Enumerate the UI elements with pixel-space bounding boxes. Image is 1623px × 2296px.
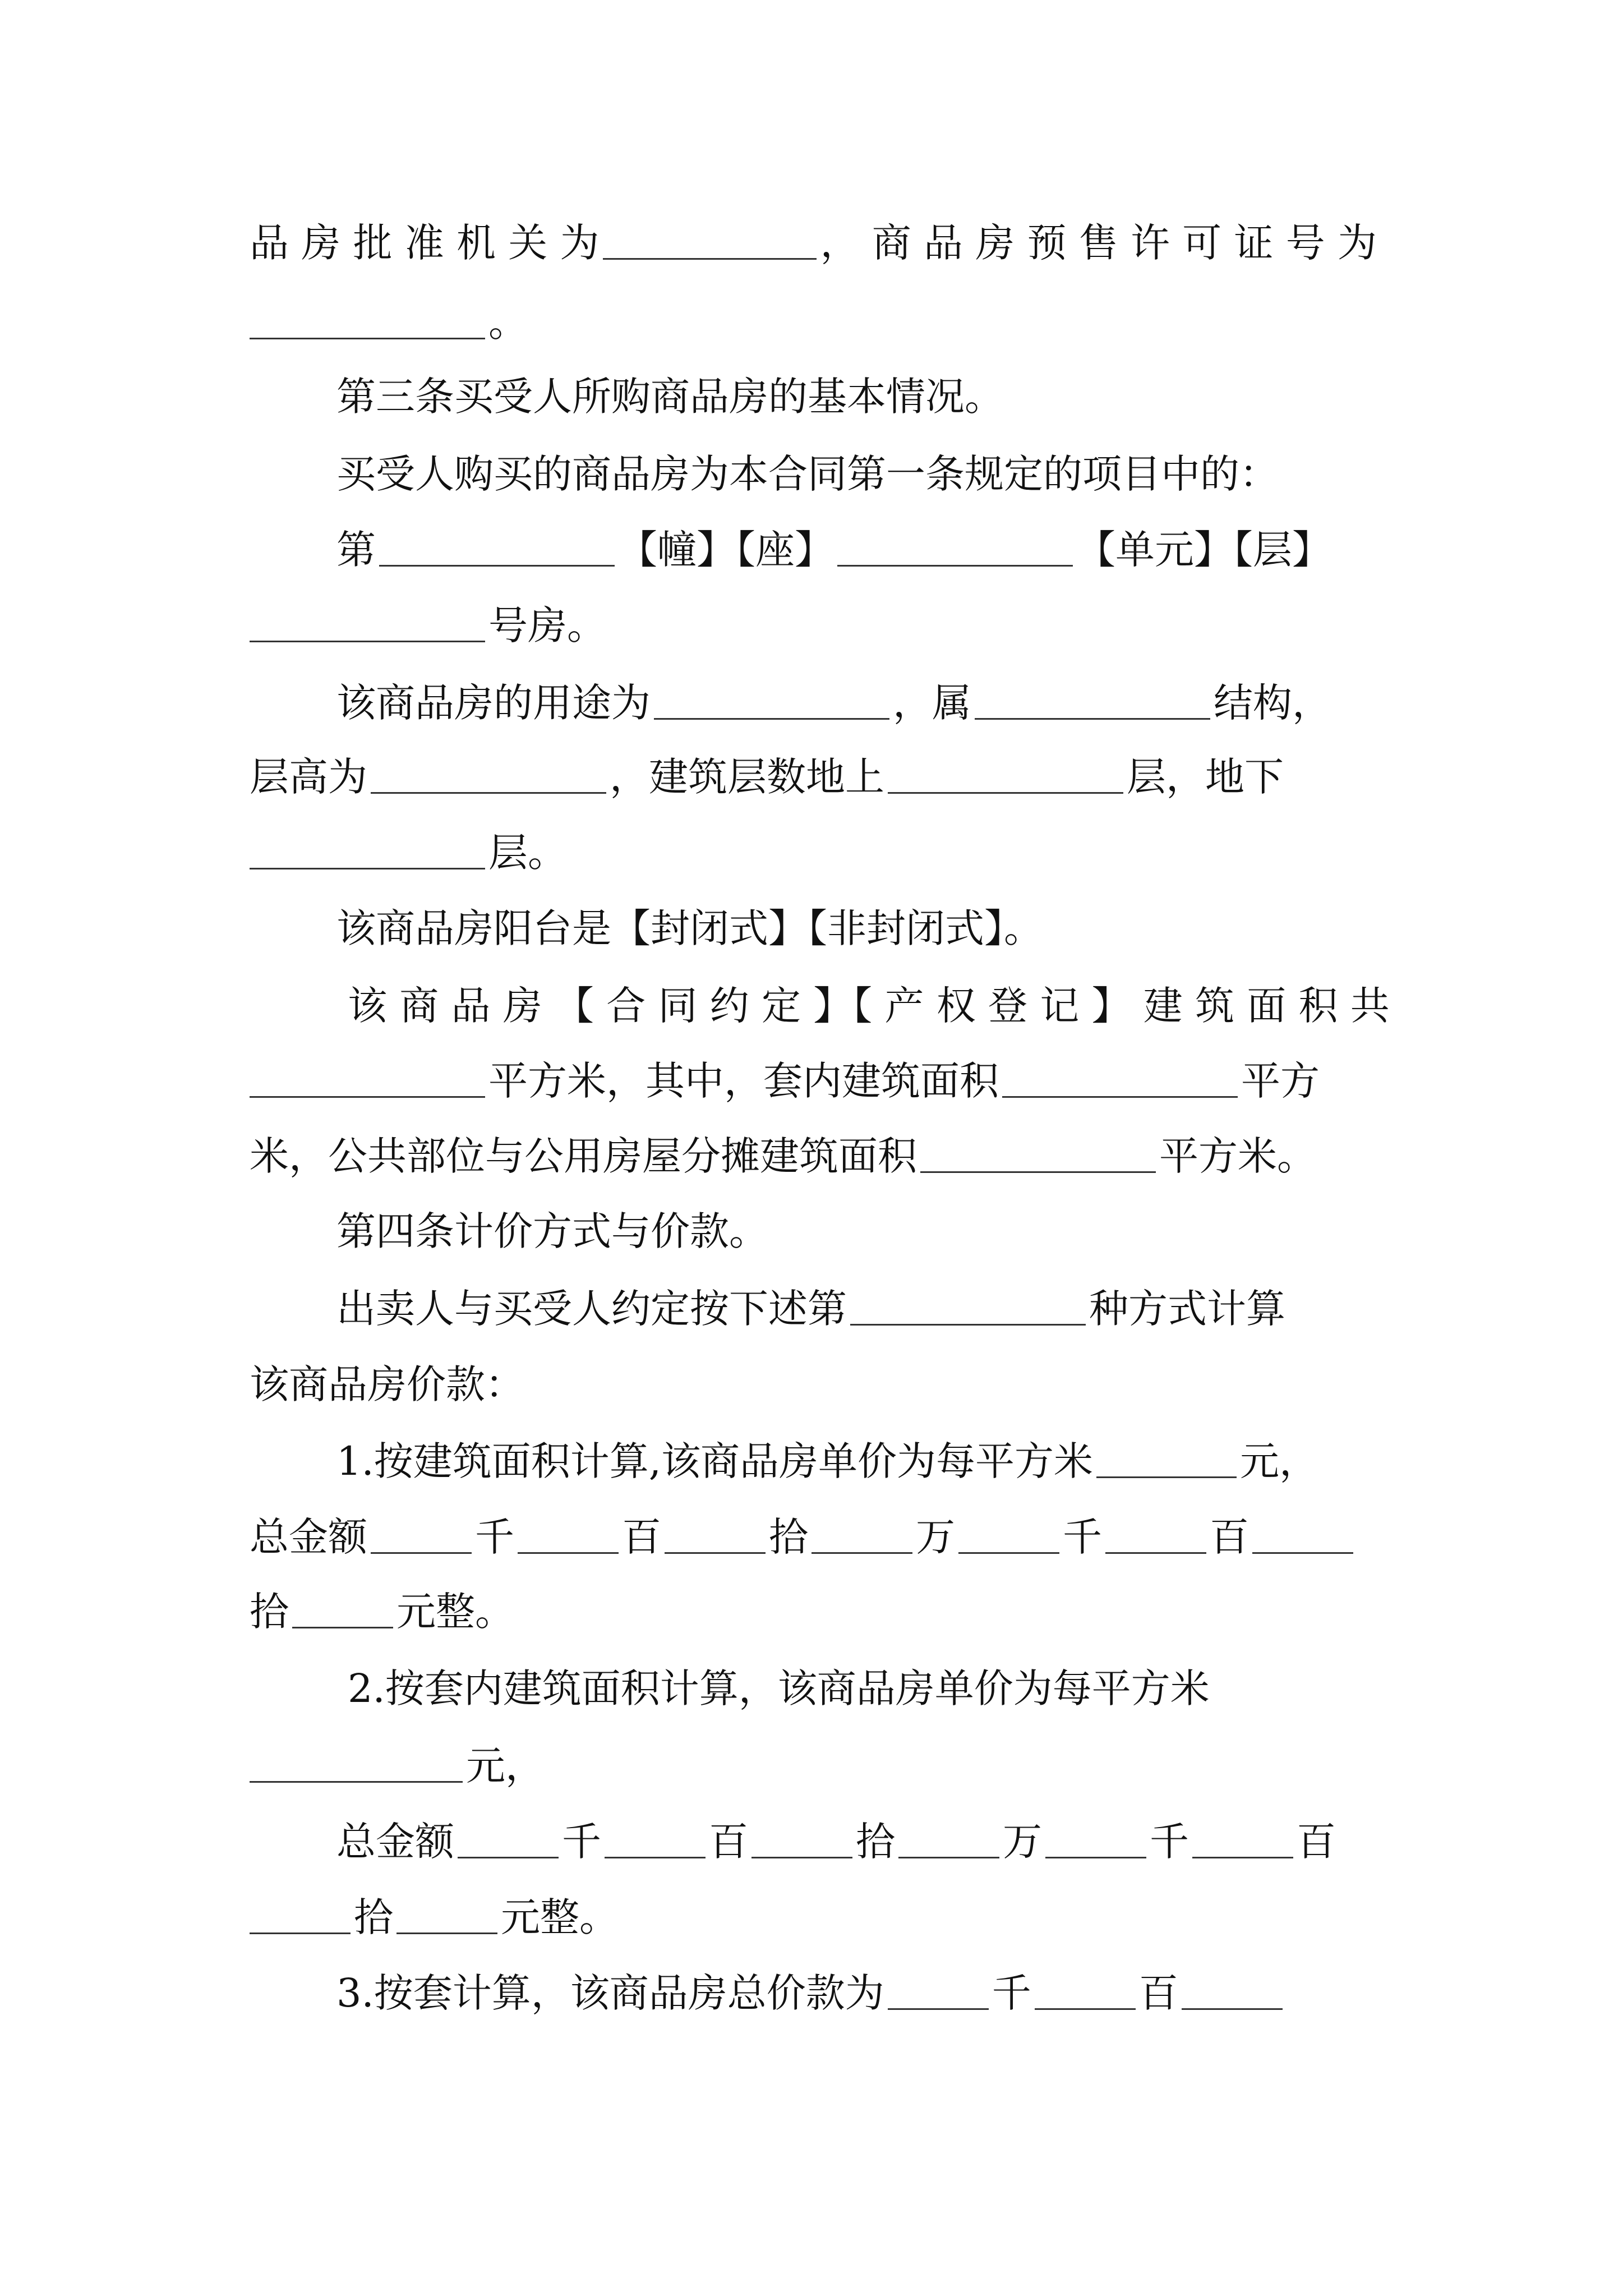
line-method-2 — [348, 1658, 1377, 1719]
blank-total-1-a[interactable] — [371, 1550, 472, 1554]
line-method-2-price — [250, 1735, 1377, 1797]
text-building-seat: 【幢】【座】 — [618, 527, 834, 573]
text-method-3: 3.按套计算，该商品房总价款为 — [336, 1970, 884, 2016]
line-method-3 — [336, 1962, 1377, 2024]
line-balcony — [336, 898, 1377, 959]
text-period: 。 — [488, 300, 528, 346]
blank-total-1-f[interactable] — [1105, 1550, 1206, 1554]
line-article-3-title — [336, 366, 1377, 427]
text-room: 号房。 — [488, 602, 606, 648]
text-qian-1b: 千 — [1063, 1514, 1102, 1560]
blank-unit-price-1[interactable] — [1096, 1474, 1237, 1478]
text-yuan-1: 元， — [1240, 1438, 1319, 1484]
text-yuan-zheng-2: 元整。 — [501, 1894, 619, 1940]
text-balcony: 该商品房阳台是【封闭式】【非封闭式】。 — [336, 905, 1043, 951]
text-sqm: 平方米。 — [1159, 1133, 1316, 1179]
text-sqm-partial: 平方 — [1241, 1058, 1320, 1104]
blank-pricing-method[interactable] — [850, 1322, 1086, 1326]
blank-total-2-b[interactable] — [605, 1855, 706, 1858]
line-total-1-end — [250, 1581, 1377, 1642]
blank-unit-price-2[interactable] — [250, 1779, 463, 1783]
text-method-2: 2.按套内建筑面积计算，该商品房单价为每平方米 — [348, 1665, 1210, 1711]
purchase-intro-text: 买受人购买的商品房为本合同第一条规定的项目中的： — [336, 451, 1279, 497]
blank-total-1-c[interactable] — [665, 1550, 766, 1554]
text-unit-floor: 【单元】【层】 — [1076, 527, 1331, 573]
blank-usage[interactable] — [654, 716, 889, 720]
text-bai-3: 百 — [1138, 1970, 1178, 2016]
text-yuan-zheng-1: 元整。 — [396, 1589, 514, 1635]
line-total-2-end — [250, 1887, 1377, 1948]
blank-building[interactable] — [379, 563, 615, 567]
line-usage-structure — [336, 672, 1377, 734]
text-qian-2: 千 — [562, 1819, 601, 1865]
text-shi-2: 拾 — [856, 1819, 895, 1865]
text-bai-1: 百 — [622, 1514, 661, 1560]
blank-total-2-f[interactable] — [1192, 1855, 1293, 1858]
text-total-1: 总金额 — [250, 1514, 367, 1560]
text-bai-1b: 百 — [1210, 1514, 1249, 1560]
line-shared-area — [250, 1125, 1377, 1187]
blank-total-3-b[interactable] — [1035, 2006, 1136, 2010]
blank-structure[interactable] — [975, 716, 1210, 720]
text-shi-1: 拾 — [769, 1514, 808, 1560]
text-floor-height: 层高为 — [250, 754, 367, 800]
text-qian-3: 千 — [992, 1970, 1031, 2016]
blank-shared-area[interactable] — [920, 1169, 1156, 1173]
blank-floors-above[interactable] — [888, 790, 1123, 794]
text-belongs: ，属 — [893, 680, 971, 726]
line-article-4-title — [336, 1200, 1377, 1262]
text-shared-area: 米，公共部位与公用房屋分摊建筑面积 — [250, 1133, 917, 1179]
text-yuan-2: 元， — [466, 1743, 545, 1789]
text-area-basis: 该 商 品 房 【 合 同 约 定 】【 产 权 登 记 】 建 筑 面 积 共 — [348, 983, 1390, 1029]
text-approval-authority: 品 房 批 准 机 关 为 — [250, 220, 600, 266]
blank-gross-area[interactable] — [250, 1094, 485, 1098]
line-method-1 — [336, 1430, 1377, 1492]
blank-total-2-a[interactable] — [458, 1855, 559, 1858]
line-room-number — [250, 595, 1377, 656]
text-floors-above: ，建筑层数地上 — [610, 754, 884, 800]
blank-approval-authority[interactable] — [603, 256, 817, 260]
text-pricing-method: 出卖人与买受人约定按下述第 — [336, 1286, 847, 1332]
text-floor-unit: 层。 — [488, 830, 567, 876]
blank-unit[interactable] — [837, 563, 1073, 567]
article-3-heading: 第三条买受人所购商品房的基本情况。 — [336, 374, 1004, 420]
line-total-1 — [250, 1506, 1377, 1568]
text-presale-permit: ， 商 品 房 预 售 许 可 证 号 为 — [820, 220, 1377, 266]
blank-floor-height[interactable] — [371, 790, 606, 794]
text-method-1: 1.按建筑面积计算,该商品房单价为每平方米 — [336, 1438, 1094, 1484]
blank-total-1-h[interactable] — [292, 1625, 393, 1628]
text-floors-below: 层，地下 — [1127, 754, 1284, 800]
line-gross-area — [250, 1050, 1377, 1112]
blank-room-number[interactable] — [250, 638, 485, 642]
text-shi-2b: 拾 — [354, 1894, 393, 1940]
text-usage: 该商品房的用途为 — [336, 680, 651, 726]
text-total-2: 总金额 — [336, 1819, 454, 1865]
blank-total-2-h[interactable] — [396, 1930, 497, 1934]
blank-floors-below[interactable] — [250, 866, 485, 869]
line-floor-height — [250, 746, 1377, 808]
blank-total-3-c[interactable] — [1182, 2006, 1283, 2010]
line-floors-below — [250, 822, 1377, 884]
line-purchase-intro — [336, 443, 1377, 505]
line-approval-authority — [250, 212, 1377, 274]
blank-total-1-b[interactable] — [518, 1550, 619, 1554]
text-price-label: 该商品房价款： — [250, 1361, 524, 1407]
article-4-heading: 第四条计价方式与价款。 — [336, 1208, 768, 1254]
blank-total-3-a[interactable] — [888, 2006, 989, 2010]
blank-total-1-e[interactable] — [958, 1550, 1059, 1554]
blank-total-2-e[interactable] — [1045, 1855, 1146, 1858]
text-di: 第 — [336, 527, 376, 573]
text-method-calc: 种方式计算 — [1089, 1286, 1285, 1332]
line-building-unit — [336, 519, 1377, 581]
blank-total-2-d[interactable] — [898, 1855, 999, 1858]
line-permit-number — [250, 292, 1377, 353]
text-structure: 结构， — [1214, 680, 1331, 726]
text-shi-1b: 拾 — [250, 1589, 289, 1635]
line-pricing-method — [336, 1278, 1377, 1340]
text-bai-2: 百 — [709, 1819, 748, 1865]
text-bai-2b: 百 — [1297, 1819, 1336, 1865]
text-inner-area: 平方米，其中，套内建筑面积 — [488, 1058, 999, 1104]
text-wan-1: 万 — [916, 1514, 955, 1560]
blank-total-2-g[interactable] — [250, 1930, 351, 1934]
text-wan-2: 万 — [1003, 1819, 1042, 1865]
blank-inner-area[interactable] — [1002, 1094, 1238, 1098]
blank-total-1-g[interactable] — [1252, 1550, 1353, 1554]
line-area-basis — [348, 975, 1390, 1037]
blank-permit-number[interactable] — [250, 335, 485, 339]
line-price-label — [250, 1354, 1377, 1415]
blank-total-1-d[interactable] — [811, 1550, 912, 1554]
text-qian-1: 千 — [475, 1514, 514, 1560]
line-total-2 — [336, 1811, 1377, 1872]
blank-total-2-c[interactable] — [751, 1855, 852, 1858]
text-qian-2b: 千 — [1150, 1819, 1189, 1865]
